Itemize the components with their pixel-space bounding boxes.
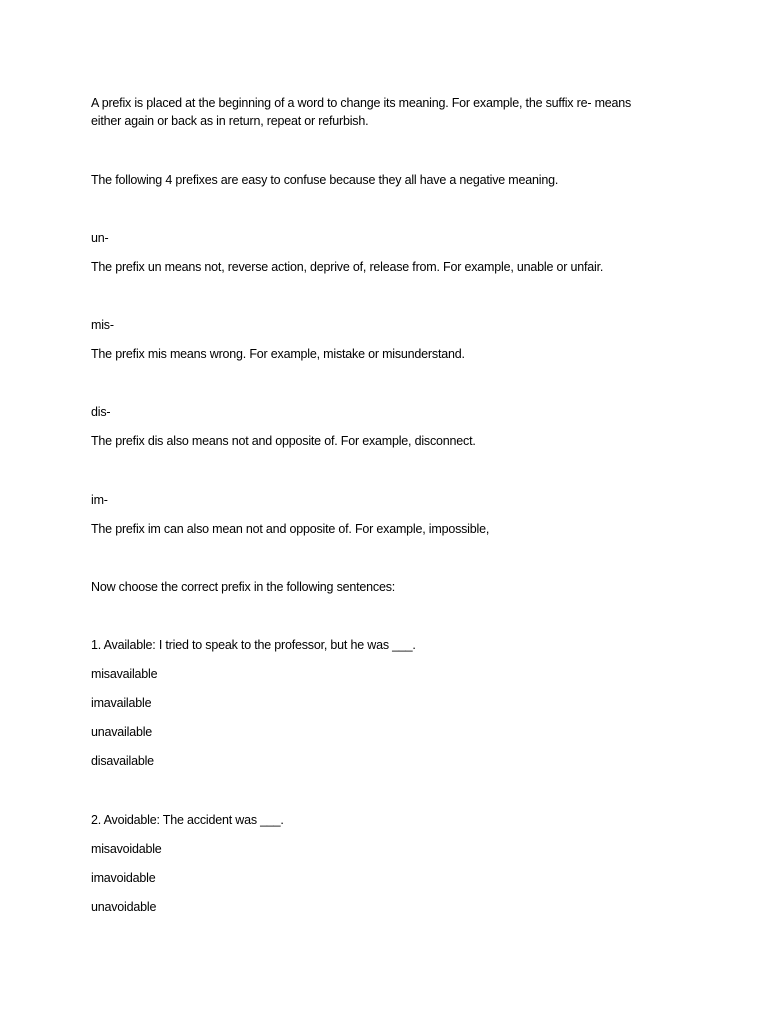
question-1-option: imavailable <box>91 696 152 710</box>
prefix-description-im: The prefix im can also mean not and opposite of. For example, impossible, <box>91 522 490 536</box>
prefix-heading-im: im- <box>91 493 108 507</box>
question-2-prompt: 2. Avoidable: The accident was ___. <box>91 813 284 827</box>
intro-line-2: either again or back as in return, repeat or refurbish. <box>91 114 369 128</box>
question-1-prompt: 1. Available: I tried to speak to the professor, but he was ___. <box>91 638 416 652</box>
prefix-heading-dis: dis- <box>91 405 111 419</box>
prefix-heading-mis: mis- <box>91 318 114 332</box>
prefix-description-mis: The prefix mis means wrong. For example, mistake or misunderstand. <box>91 347 465 361</box>
question-2-option: misavoidable <box>91 842 162 856</box>
prefix-description-dis: The prefix dis also means not and opposite of. For example, disconnect. <box>91 434 476 448</box>
question-1-option: misavailable <box>91 667 158 681</box>
question-1-option: disavailable <box>91 754 154 768</box>
prefix-heading-un: un- <box>91 231 109 245</box>
following-text: The following 4 prefixes are easy to confuse because they all have a negative meaning. <box>91 173 559 187</box>
question-2-option: unavoidable <box>91 900 157 914</box>
intro-line-1: A prefix is placed at the beginning of a word to change its meaning. For example, the suffix re- means <box>91 96 632 110</box>
prefix-description-un: The prefix un means not, reverse action, deprive of, release from. For example, unable or unfair. <box>91 260 604 274</box>
instruction-text: Now choose the correct prefix in the following sentences: <box>91 580 396 594</box>
question-2-option: imavoidable <box>91 871 156 885</box>
question-1-option: unavailable <box>91 725 153 739</box>
